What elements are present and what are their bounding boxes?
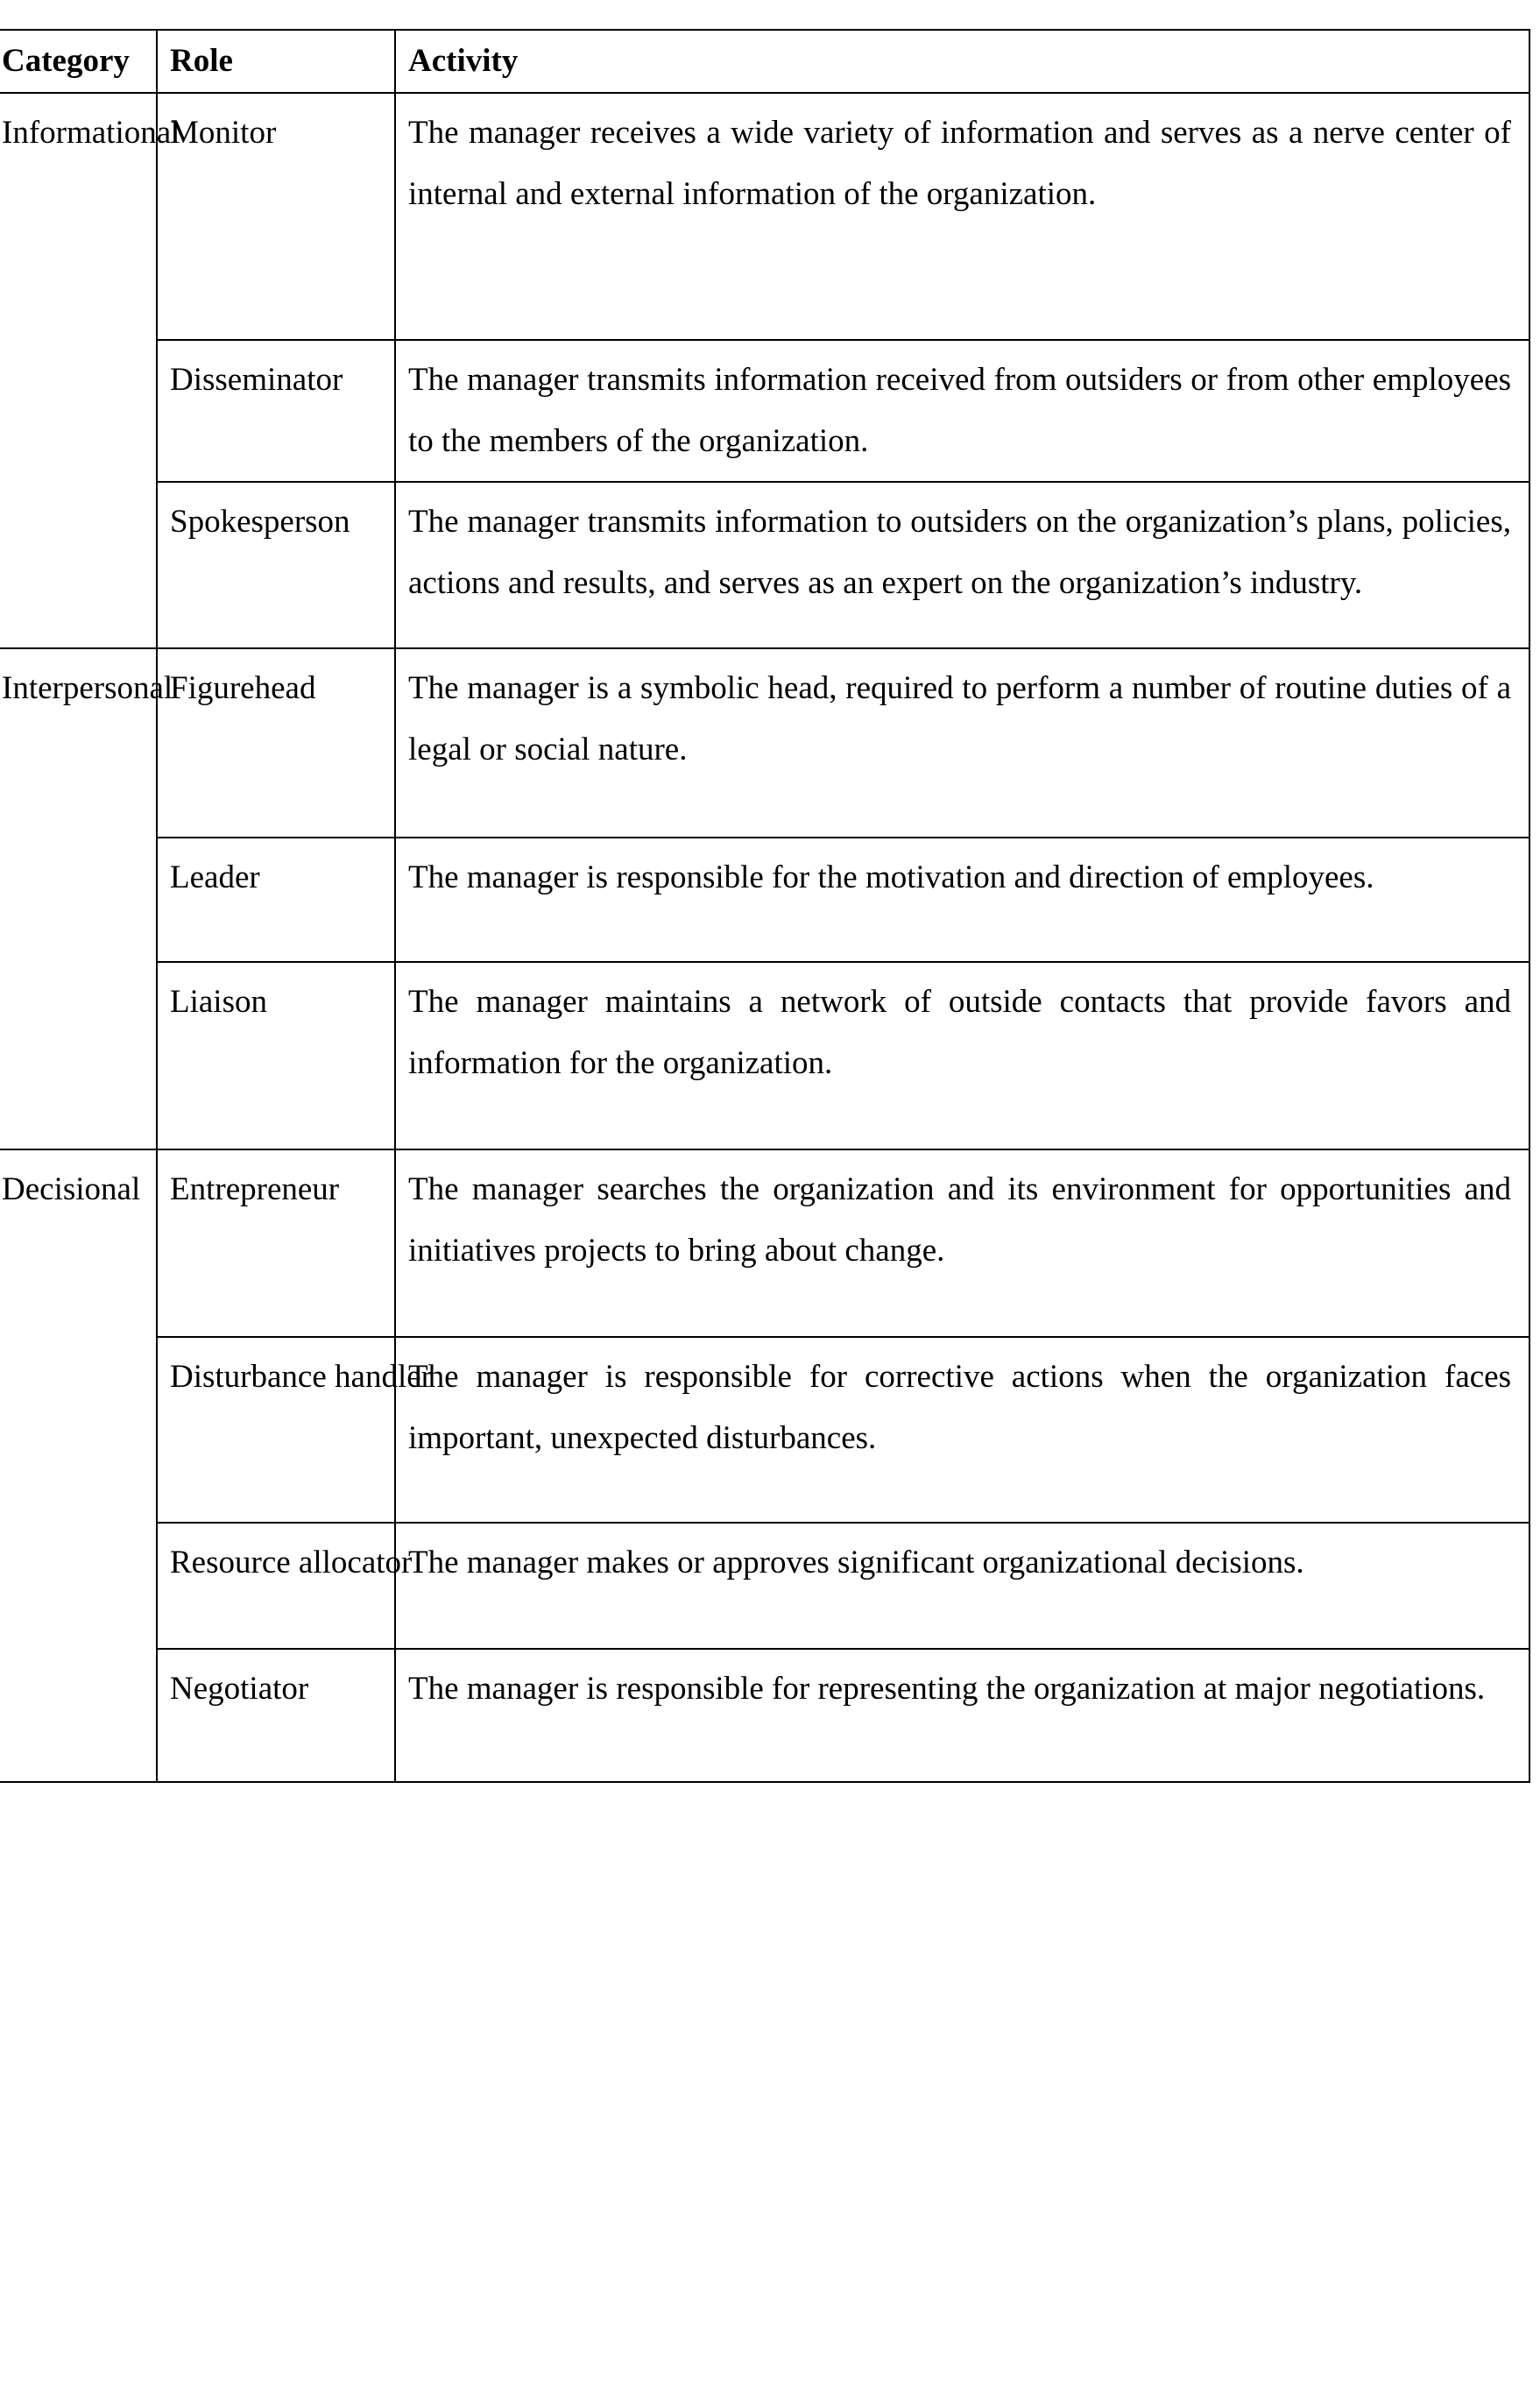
activity-text: The manager is responsible for corrective actions when the organization faces important, unexpected disturbances. (408, 1359, 1511, 1456)
table-row (0, 482, 1529, 648)
role-label: Monitor (170, 115, 277, 151)
managerial-roles-table (0, 29, 1530, 1783)
activity-cell-resource-allocator (395, 1523, 1529, 1649)
category-label: Decisional (2, 1171, 141, 1207)
role-cell-liaison (157, 962, 395, 1149)
activity-text: The manager transmits information to outsiders on the organization’s plans, policies, actions and results, and serves as an expert on the organization’s industry. (408, 504, 1511, 601)
role-label: Leader (170, 859, 260, 895)
role-cell-disseminator (157, 340, 395, 482)
activity-text: The manager searches the organization and its environment for opportunities and initiatives projects to bring about change. (408, 1171, 1511, 1269)
role-label: Entrepreneur (170, 1171, 340, 1207)
category-label: Interpersonal (2, 670, 173, 706)
table-header-row (0, 30, 1529, 93)
role-cell-entrepreneur (157, 1149, 395, 1337)
role-cell-figurehead (157, 648, 395, 838)
column-header-category (0, 30, 157, 93)
role-cell-negotiator (157, 1649, 395, 1782)
role-cell-monitor (157, 93, 395, 340)
table-row (0, 340, 1529, 482)
table-row (0, 962, 1529, 1149)
activity-cell-spokesperson (395, 482, 1529, 648)
column-header-activity-label: Activity (408, 43, 519, 79)
activity-text: The manager makes or approves significant organizational decisions. (408, 1545, 1304, 1580)
role-label: Resource allocator (170, 1545, 413, 1580)
activity-cell-leader (395, 838, 1529, 962)
role-cell-spokesperson (157, 482, 395, 648)
table-body (0, 93, 1529, 1782)
activity-cell-disturbance-handler (395, 1337, 1529, 1523)
table-header (0, 30, 1529, 93)
activity-text: The manager is a symbolic head, required to perform a number of routine duties of a legal or social nature. (408, 670, 1511, 767)
table-row (0, 1149, 1529, 1337)
table-row (0, 1337, 1529, 1523)
role-label: Figurehead (170, 670, 316, 706)
activity-text: The manager receives a wide variety of information and serves as a nerve center of internal and external information of the organization. (408, 115, 1511, 212)
activity-cell-entrepreneur (395, 1149, 1529, 1337)
role-label: Disseminator (170, 362, 343, 398)
role-cell-disturbance-handler (157, 1337, 432, 1523)
role-label: Liaison (170, 984, 267, 1020)
role-label: Negotiator (170, 1671, 309, 1707)
role-label: Disturbance handler (170, 1359, 432, 1395)
category-label: Informational (2, 115, 180, 151)
role-cell-resource-allocator (157, 1523, 413, 1649)
document-page (0, 29, 1540, 1783)
table-row (0, 648, 1529, 838)
column-header-role-label: Role (170, 43, 233, 79)
category-cell-decisional (0, 1149, 157, 1782)
activity-text: The manager transmits information received from outsiders or from other employees to the members of the organization. (408, 362, 1511, 459)
column-header-activity (395, 30, 1529, 93)
category-cell-informational (0, 93, 180, 648)
column-header-category-label: Category (2, 43, 130, 79)
activity-cell-disseminator (395, 340, 1529, 482)
activity-text: The manager maintains a network of outside contacts that provide favors and information for the organization. (408, 984, 1511, 1081)
activity-cell-figurehead (395, 648, 1529, 838)
table-row (0, 1523, 1529, 1649)
activity-cell-monitor (395, 93, 1529, 340)
table-row (0, 1649, 1529, 1782)
activity-cell-negotiator (395, 1649, 1529, 1782)
activity-cell-liaison (395, 962, 1529, 1149)
table-row (0, 838, 1529, 962)
activity-text: The manager is responsible for the motivation and direction of employees. (408, 859, 1374, 895)
table-row (0, 93, 1529, 340)
role-label: Spokesperson (170, 504, 350, 540)
category-cell-interpersonal (0, 648, 173, 1149)
column-header-role (157, 30, 395, 93)
activity-text: The manager is responsible for representing the organization at major negotiations. (408, 1671, 1486, 1707)
role-cell-leader (157, 838, 395, 962)
